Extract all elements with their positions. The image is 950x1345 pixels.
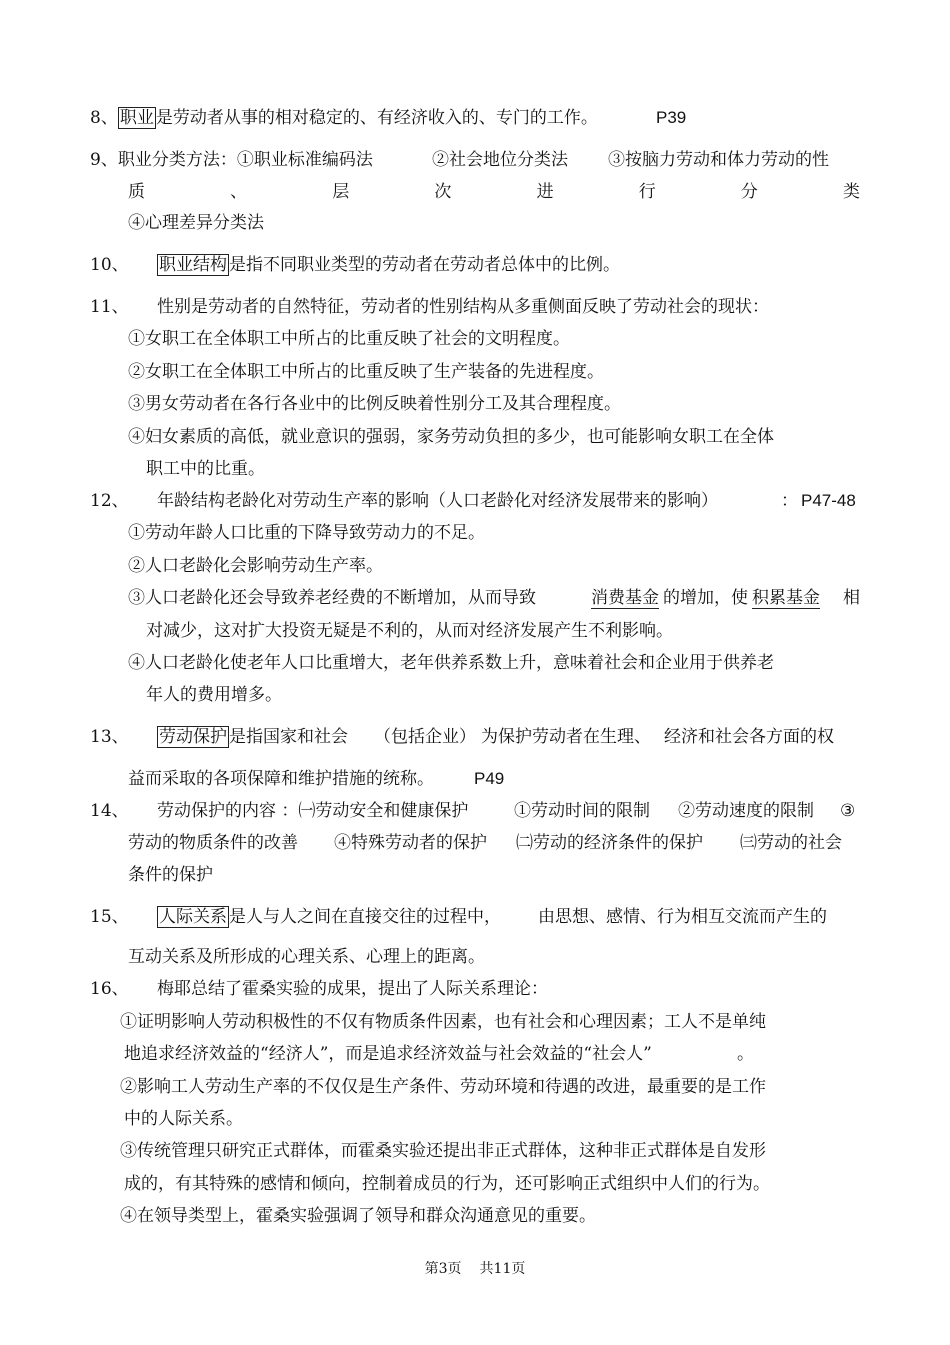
page-footer <box>0 1258 950 1278</box>
point-3: ③传统管理只研究正式群体，而霍桑实验还提出非正式群体，这种非正式群体是自发形 <box>120 1141 766 1161</box>
item-text: ④特殊劳动者的保护 <box>334 833 487 853</box>
text: 。 <box>737 1044 754 1064</box>
item-text: 劳动的物质条件的改善 <box>128 833 298 853</box>
item-8 <box>90 107 598 129</box>
item-9-justified-line <box>128 181 860 203</box>
justified-char: 进 <box>536 182 554 202</box>
text: 相 <box>843 588 860 608</box>
point-2-cont: 中的人际关系。 <box>124 1109 243 1129</box>
item-10 <box>157 254 620 276</box>
boxed-term: 职业结构 <box>159 255 227 275</box>
justified-char: 行 <box>638 182 656 202</box>
page-ref: P49 <box>474 769 505 788</box>
item-number: 8、 <box>90 108 118 128</box>
item-number: 14、 <box>90 801 129 821</box>
item-16-text: 梅耶总结了霍桑实验的成果，提出了人际关系理论： <box>157 979 548 999</box>
item-12-text: 年龄结构老龄化对劳动生产率的影响（人口老龄化对经济发展带来的影响） <box>157 491 718 511</box>
page-total: 共11页 <box>479 1261 526 1277</box>
underlined-term: 消费基金 <box>591 588 659 608</box>
item-text: ㈢劳动的社会 <box>740 833 842 853</box>
item-text: （包括企业） <box>374 727 476 747</box>
item-9-method3: ③按脑力劳动和体力劳动的性 <box>608 150 829 170</box>
item-11-text: 性别是劳动者的自然特征，劳动者的性别结构从多重侧面反映了劳动社会的现状： <box>157 297 769 317</box>
justified-char: 、 <box>230 182 248 202</box>
page-number: 第3页 <box>424 1261 462 1277</box>
item-9-method2: ②社会地位分类法 <box>432 150 568 170</box>
item-14-line1: 劳动保护的内容 ：㈠劳动安全和健康保护 <box>157 801 469 821</box>
item-15 <box>157 906 501 928</box>
point-3-cont: 成的，有其特殊的感情和倾向，控制着成员的行为，还可影响正式组织中人们的行为。 <box>124 1174 770 1194</box>
justified-char: 分 <box>740 182 758 202</box>
item-number: 16、 <box>90 979 129 999</box>
item-number: 11、 <box>90 297 129 317</box>
point-2: ②影响工人劳动生产率的不仅仅是生产条件、劳动环境和待遇的改进，最重要的是工作 <box>120 1077 766 1097</box>
point-2: ②人口老龄化会影响劳动生产率。 <box>128 556 383 576</box>
item-text: ①劳动时间的限制 <box>514 801 650 821</box>
justified-char: 次 <box>434 182 452 202</box>
point-3: ③男女劳动者在各行各业中的比例反映着性别分工及其合理程度。 <box>128 394 621 414</box>
item-number: 13、 <box>90 727 129 747</box>
item-text: 是人与人之间在直接交往的过程中， <box>229 907 501 927</box>
text: 的增加，使 <box>663 588 748 608</box>
item-text: 经济和社会各方面的权 <box>664 727 834 747</box>
point-3-cont: 对减少，这对扩大投资无疑是不利的，从而对经济发展产生不利影响。 <box>146 621 673 641</box>
item-text: 是指不同职业类型的劳动者在劳动者总体中的比例。 <box>229 255 620 275</box>
item-text: ②劳动速度的限制 <box>678 801 814 821</box>
item-13-line2: 益而采取的各项保障和维护措施的统称。 <box>128 769 434 789</box>
item-text: ㈡劳动的经济条件的保护 <box>516 833 703 853</box>
page-ref: P47-48 <box>801 491 856 510</box>
point-1: ①劳动年龄人口比重的下降导致劳动力的不足。 <box>128 523 485 543</box>
item-13 <box>157 726 348 748</box>
point-3-mid <box>591 587 820 609</box>
item-text: ③ <box>840 801 856 821</box>
justified-char: 类 <box>842 182 860 202</box>
point-3: ③人口老龄化还会导致养老经费的不断增加，从而导致 <box>128 588 536 608</box>
item-9-line3: ④心理差异分类法 <box>128 213 264 233</box>
item-number: 15、 <box>90 907 129 927</box>
item-text: 是劳动者从事的相对稳定的、有经济收入的、专门的工作。 <box>155 108 598 128</box>
boxed-term: 人际关系 <box>159 907 227 927</box>
point-1: ①女职工在全体职工中所占的比重反映了社会的文明程度。 <box>128 329 570 349</box>
boxed-term: 劳动保护 <box>159 727 227 747</box>
point-1-cont: 地追求经济效益的“经济人”，而是追求经济效益与社会效益的“社会人” <box>124 1044 652 1064</box>
item-number: 12、 <box>90 491 129 511</box>
justified-char: 质 <box>128 182 145 202</box>
item-text: 为保护劳动者在生理、 <box>481 727 651 747</box>
item-number: 10、 <box>90 255 129 275</box>
item-14-line3: 条件的保护 <box>128 865 213 885</box>
colon: ： <box>781 491 798 511</box>
point-4-cont: 职工中的比重。 <box>146 459 265 479</box>
point-2: ②女职工在全体职工中所占的比重反映了生产装备的先进程度。 <box>128 362 604 382</box>
item-text: 由思想、感情、行为相互交流而产生的 <box>538 907 827 927</box>
point-4-cont: 年人的费用增多。 <box>146 685 282 705</box>
point-4: ④妇女素质的高低，就业意识的强弱，家务劳动负担的多少，也可能影响女职工在全体 <box>128 427 774 447</box>
item-text: 是指国家和社会 <box>229 727 348 747</box>
item-9-line1: 9、职业分类方法：①职业标准编码法 <box>90 150 373 170</box>
page-ref: P39 <box>656 108 687 127</box>
justified-char: 层 <box>332 182 350 202</box>
point-4: ④人口老龄化使老年人口比重增大，老年供养系数上升，意味着社会和企业用于供养老 <box>128 653 774 673</box>
point-4: ④在领导类型上，霍桑实验强调了领导和群众沟通意见的重要。 <box>120 1206 596 1226</box>
underlined-term: 积累基金 <box>752 588 820 608</box>
item-15-line2: 互动关系及所形成的心理关系、心理上的距离。 <box>128 947 485 967</box>
point-1: ①证明影响人劳动积极性的不仅有物质条件因素，也有社会和心理因素；工人不是单纯 <box>120 1012 766 1032</box>
boxed-term: 职业 <box>119 108 154 128</box>
